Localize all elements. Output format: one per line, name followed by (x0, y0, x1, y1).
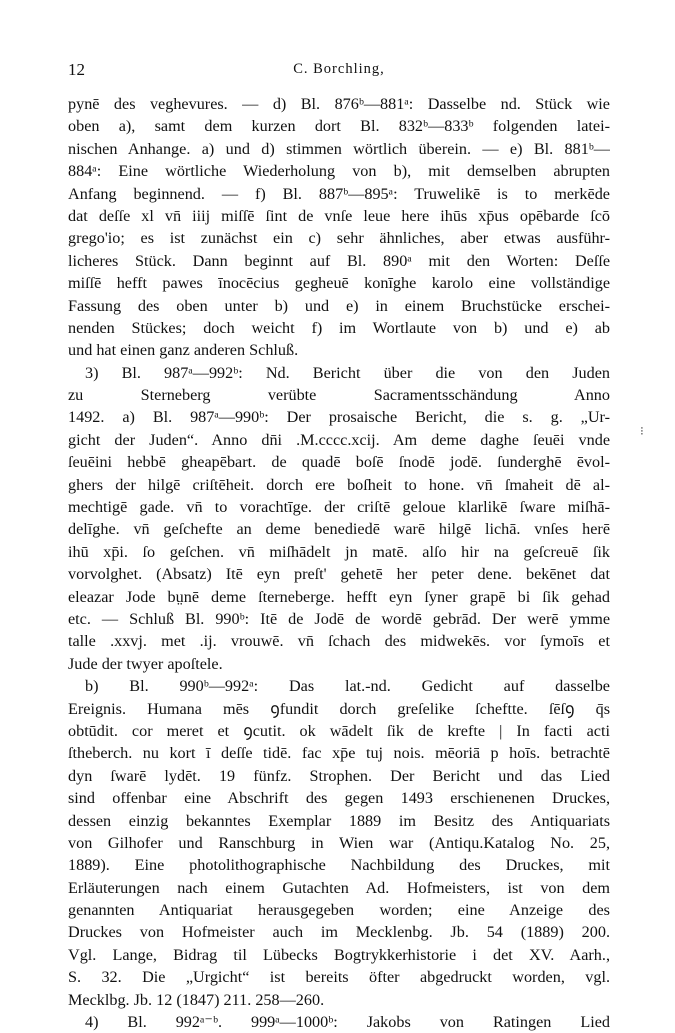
text-line: delīghe. vn̄ geſchefte an deme benediedē warē hilgē lichā. vnſes herē (68, 520, 610, 539)
text-line: 1492. a) Bl. 987ᵃ—990ᵇ: Der prosaische Bericht, die s. g. „Ur- (68, 408, 610, 427)
running-title: C. Borchling, (293, 61, 385, 77)
text-line: mechtigē gade. vn̄ to vorachtīge. der criſtē geloue klarlikē ſware miſhā- (68, 498, 610, 517)
text-line: nischen Anhange. a) und d) stimmen wörtlich überein. — e) Bl. 881ᵇ— (68, 139, 610, 158)
text-line: genannten Antiquariat herausgegeben worden; eine Anzeige des (68, 901, 610, 920)
text-line: obtūdit. cor meret et ꝯcutit. ok wādelt ſik de krefte | In facti acti (68, 721, 610, 740)
text-line: S. 32. Die „Urgicht“ ist bereits öfter abgedruckt worden, vgl. (68, 968, 610, 987)
text-line: pynē des veghevures. — d) Bl. 876ᵇ—881ᵃ: Dasselbe nd. Stück wie (68, 95, 610, 113)
text-line: sind offenbar eine Abschrift des gegen 1493 erschienenen Druckes, (68, 789, 610, 808)
page-number: 12 (68, 60, 85, 79)
text-line: miſſē hefft pawes īnocēcius gegheuē konīghe karolo eine vollständige (68, 274, 610, 293)
text-line: ghers der hilgē criſtēheit. dorch ere boſheit to hone. vn̄ ſmaheit dē al- (68, 475, 610, 494)
text-line: Ereignis. Humana mēs ꝯfundit dorch greſelike ſcheftte. ſēſꝯ q̄s (68, 699, 610, 718)
text-line: ihū xp̄i. ſo geſchen. vn̄ miſhādelt jn matē. alſo hir na geſcreuē ſik (68, 542, 610, 561)
text-line: vorvolghet. (Absatz) Itē eyn preſt' gehetē her peter dene. bekēnet dat (68, 565, 610, 584)
text-line: licheres Stück. Dann beginnt auf Bl. 890ᵃ mit den Worten: Deſſe (68, 251, 610, 270)
text-line: oben a), samt dem kurzen dort Bl. 832ᵇ—833ᵇ folgenden latei- (68, 117, 610, 136)
text-line: ſtheberch. nu kort ī deſſe tidē. fac xp̄e tuj nois. mēoriā p hoīs. betrachtē (68, 744, 610, 763)
text-line: 3) Bl. 987ᵃ—992ᵇ: Nd. Bericht über die von den Juden (85, 363, 610, 382)
text-line: zu Sterneberg verübte Sacramentsschändung Anno (68, 386, 610, 405)
text-line: nenden Stückes; doch weicht f) im Wortlaute von b) und e) ab (68, 318, 610, 337)
text-line: Anfang beginnend. — f) Bl. 887ᵇ—895ᵃ: Truwelikē is to merkēde (68, 184, 610, 203)
text-line: eleazar Jode bṳnē deme ſterneberge. hefft eyn ſyner grapē bi ſik gehad (68, 587, 610, 606)
text-line: 4) Bl. 992ᵃ⁻ᵇ. 999ᵃ—1000ᵇ: Jakobs von Ratingen Lied (85, 1013, 610, 1032)
text-line: Erläuterungen nach einem Gutachten Ad. Hofmeisters, ist von dem (68, 878, 610, 897)
text-line: 884ᵃ: Eine wörtliche Wiederholung von b), mit demselben abrupten (68, 162, 610, 181)
text-line: dat deſſe xl vn̄ iiij miſſē ſint de vnſe leue here ihūs xp̄us opēbarde ſcō (68, 206, 610, 225)
text-line: dessen einzig bekanntes Exemplar 1889 im Besitz des Antiquariats (68, 811, 610, 830)
page-body (68, 93, 610, 1033)
text-line: dyn ſwarē lydēt. 19 fünfz. Strophen. Der Bericht und das Lied (68, 766, 610, 785)
text-line: und hat einen ganz anderen Schluß. (68, 341, 299, 360)
page-header (68, 60, 610, 84)
text-line: b) Bl. 990ᵇ—992ᵃ: Das lat.-nd. Gedicht auf dasselbe (85, 677, 610, 696)
text-line: ſeuēini hebbē gheapēbart. de quadē boſē ſnodē jodē. ſunderghē ēvol- (68, 453, 610, 472)
text-line: Druckes von Hofmeister auch im Mecklenbg. Jb. 54 (1889) 200. (68, 923, 610, 942)
text-line: grego'io; es ist zunächst ein c) sehr ähnliches, aber etwas ausführ- (68, 229, 610, 248)
text-line: talle .xxvj. met .ij. vrouwē. vn̄ ſchach des midwekēs. vor ſymoīs et (68, 632, 610, 651)
text-line: Vgl. Lange, Bidrag til Lübecks Bogtrykkerhistorie i det XV. Aarh., (68, 945, 610, 964)
text-line: etc. — Schluß Bl. 990ᵇ: Itē de Jodē de wordē gebrād. Der werē ymme (68, 609, 610, 628)
text-line: gicht der Juden“. Anno dn̄i .M.cccc.xcij. Am deme daghe ſeuēi vnde (68, 430, 610, 449)
margin-mark: ⁝ (640, 424, 644, 438)
text-line: 1889). Eine photolithographische Nachbildung des Druckes, mit (68, 856, 610, 875)
text-line: Jude der twyer apoſtele. (68, 654, 223, 673)
text-line: Fassung des oben unter b) und e) in einem Bruchstücke erschei- (68, 296, 610, 315)
text-line: Mecklbg. Jb. 12 (1847) 211. 258—260. (68, 990, 325, 1009)
text-line: von Gilhofer und Ranschburg in Wien war (Antiqu.Katalog No. 25, (68, 833, 610, 852)
